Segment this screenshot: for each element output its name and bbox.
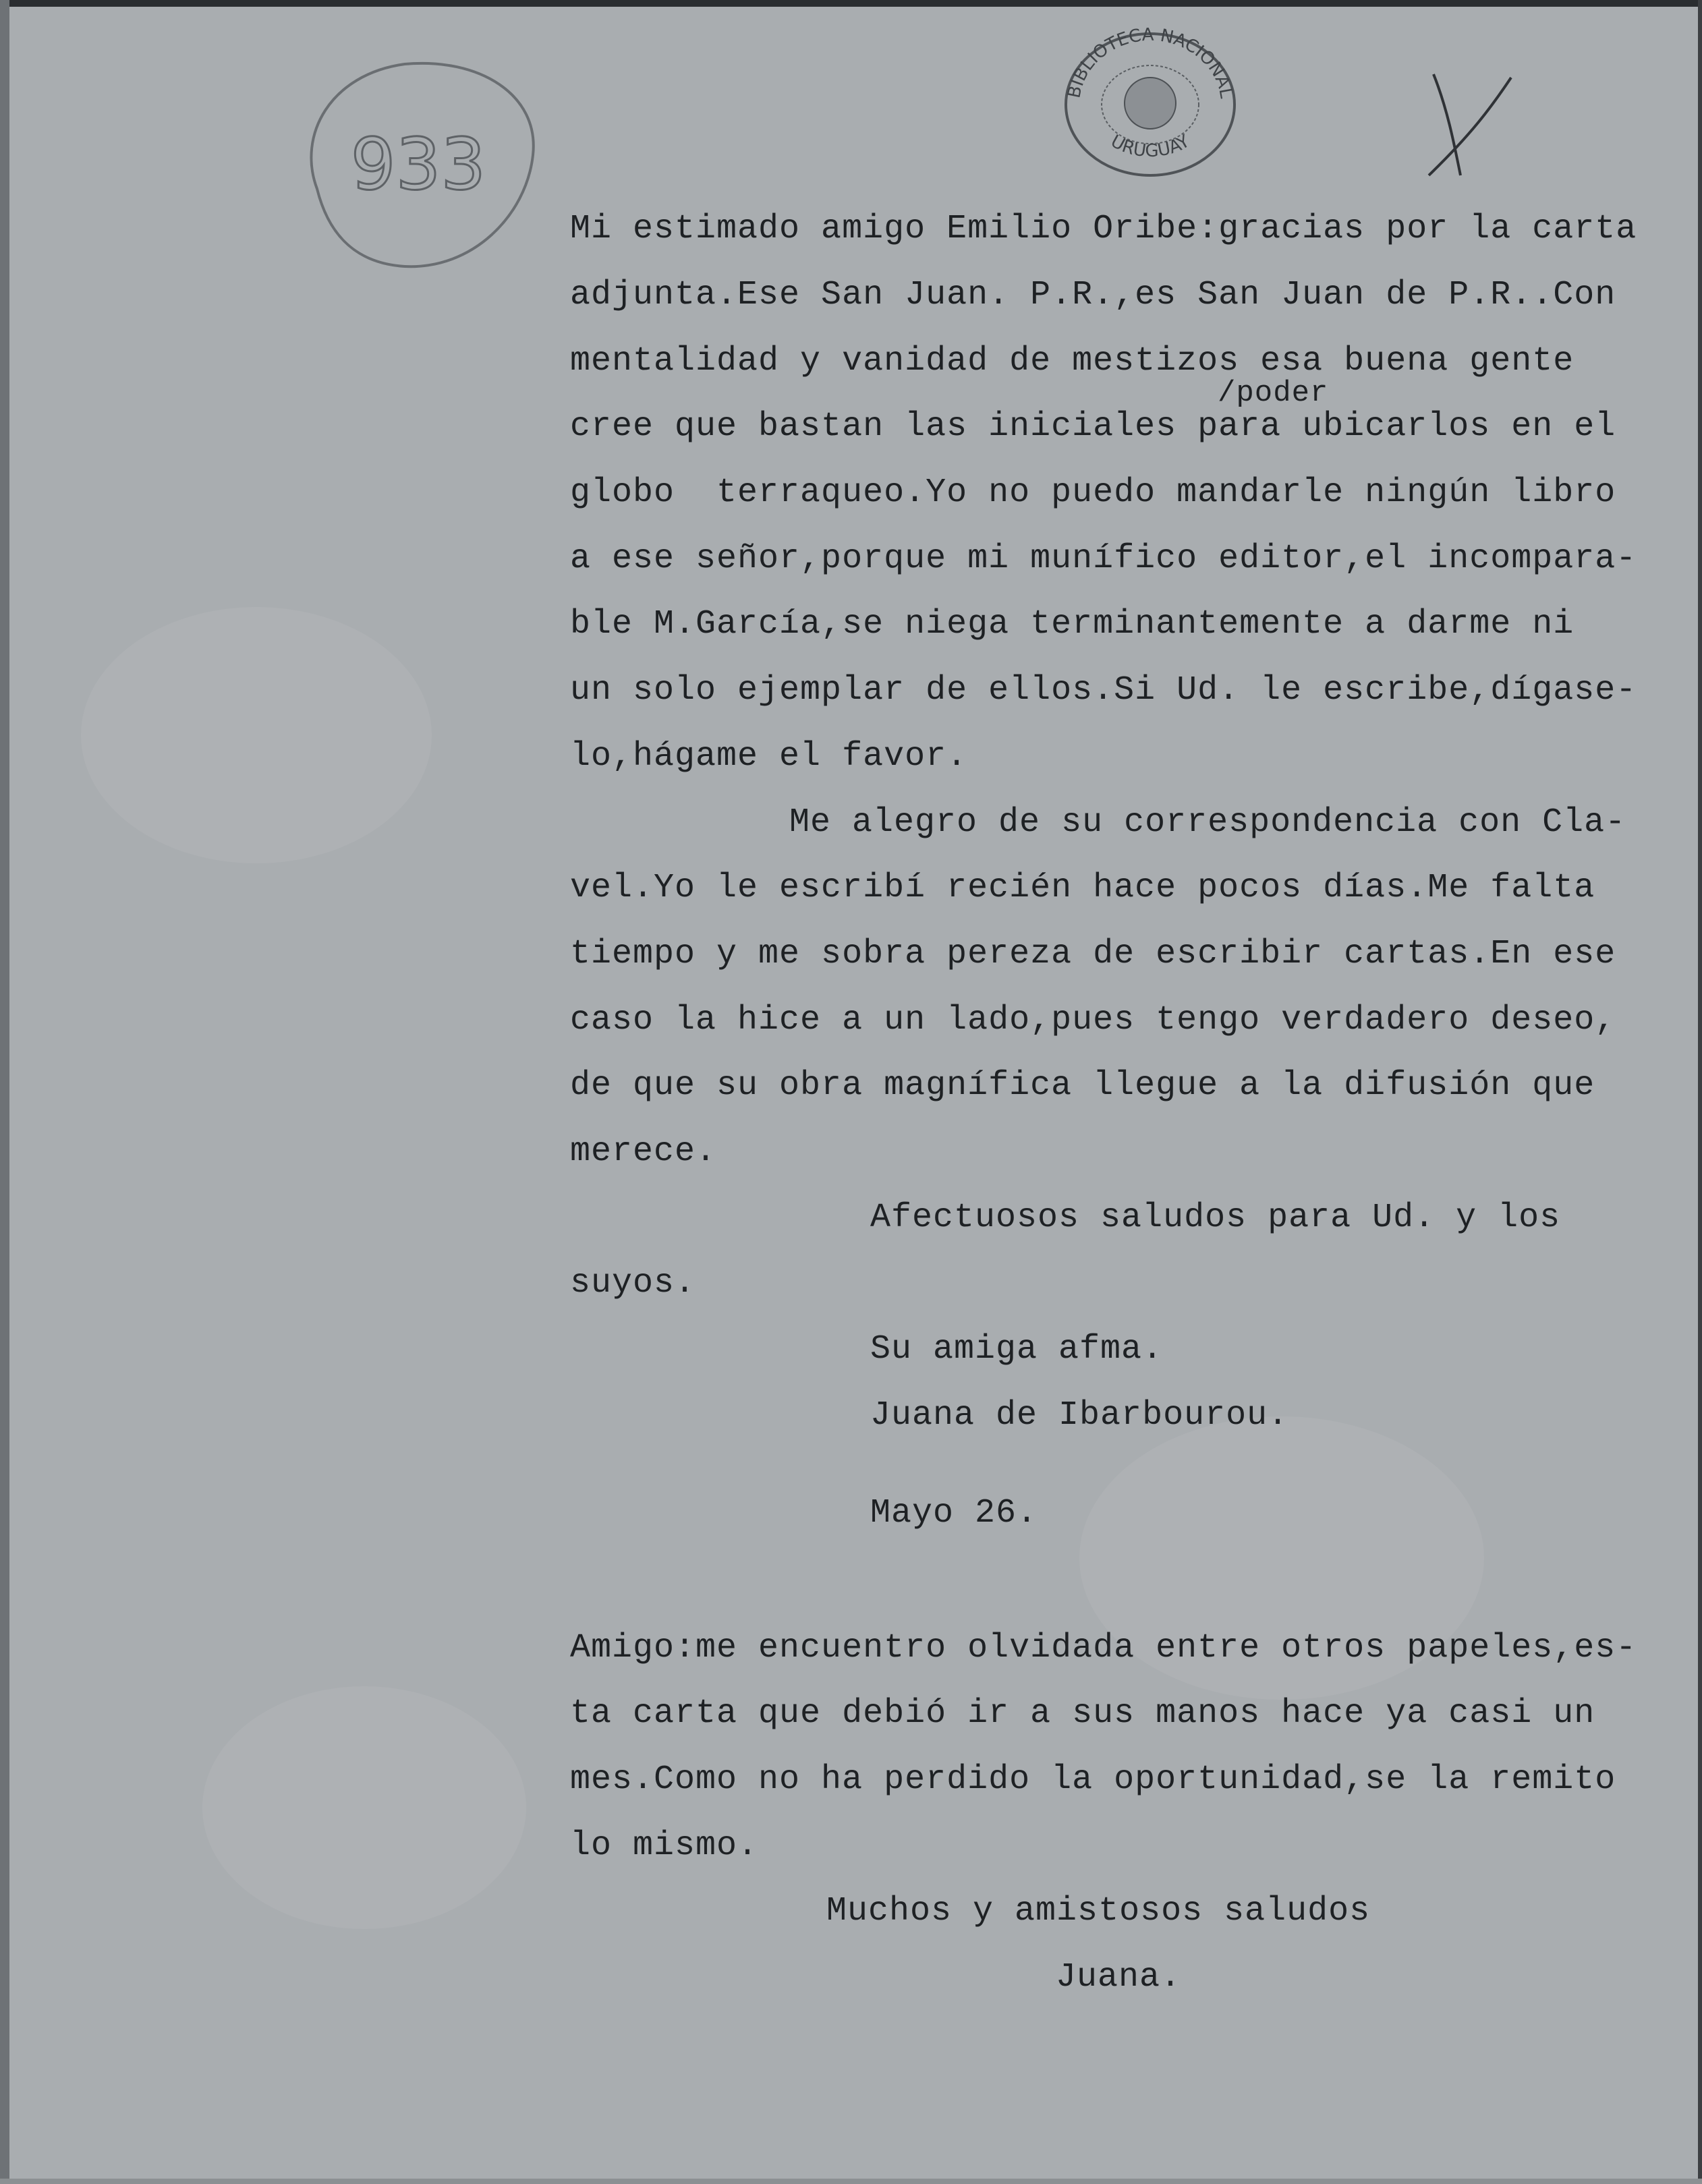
closing-line: suyos. bbox=[570, 1264, 696, 1302]
signature-line: Su amiga afma. bbox=[870, 1330, 1164, 1369]
letter-line: tiempo y me sobra pereza de escribir cartas.En ese bbox=[570, 935, 1616, 973]
stamp-top-text: BIBLIOTECA NACIONAL bbox=[1064, 24, 1237, 100]
pencil-x-mark bbox=[1423, 67, 1518, 182]
paper-texture bbox=[202, 1686, 526, 1929]
sun-emblem-icon bbox=[1125, 78, 1176, 129]
stamp-bottom-text: URUGUAY bbox=[1107, 131, 1193, 162]
letter-line: un solo ejemplar de ellos.Si Ud. le escribe,dígase- bbox=[570, 671, 1637, 710]
letter-line: globo terraqueo.Yo no puedo mandarle ningún libro bbox=[570, 473, 1616, 512]
postscript-line: lo mismo. bbox=[570, 1827, 759, 1865]
closing-line: Afectuosos saludos para Ud. y los bbox=[870, 1199, 1561, 1237]
pencil-number: 933 bbox=[350, 123, 486, 206]
postscript-line: Amigo:me encuentro olvidada entre otros papeles,es- bbox=[570, 1629, 1637, 1667]
scan-edge-top bbox=[0, 0, 1702, 7]
postscript-signature: Juana. bbox=[1056, 1958, 1182, 1996]
library-stamp bbox=[1052, 24, 1248, 179]
letter-line: a ese señor,porque mi munífico editor,el incompara- bbox=[570, 540, 1637, 578]
pencil-circle-annotation bbox=[290, 54, 546, 277]
letter-line: ble M.García,se niega terminantemente a darme ni bbox=[570, 605, 1575, 643]
letter-line: vel.Yo le escribí recién hace pocos días.Me falta bbox=[570, 869, 1595, 907]
letter-line: adjunta.Ese San Juan. P.R.,es San Juan de P.R..Con bbox=[570, 276, 1616, 314]
typed-insertion: /poder bbox=[1218, 376, 1329, 410]
postscript-line: mes.Como no ha perdido la oportunidad,se la remito bbox=[570, 1760, 1616, 1799]
postscript-line: ta carta que debió ir a sus manos hace ya casi un bbox=[570, 1694, 1595, 1733]
letter-line: lo,hágame el favor. bbox=[570, 737, 968, 776]
letter-line: de que su obra magnífica llegue a la difusión que bbox=[570, 1066, 1595, 1105]
scan-edge-left bbox=[0, 0, 9, 2184]
letter-line: caso la hice a un lado,pues tengo verdadero deseo, bbox=[570, 1001, 1616, 1039]
paper-texture bbox=[81, 607, 432, 863]
scan-edge-right bbox=[1698, 0, 1702, 2184]
postscript-closing: Muchos y amistosos saludos bbox=[826, 1892, 1371, 1930]
scan-edge-bottom bbox=[0, 2179, 1702, 2184]
letter-line: mentalidad y vanidad de mestizos esa buena gente bbox=[570, 342, 1575, 380]
letter-line: cree que bastan las iniciales para ubicarlos en el bbox=[570, 407, 1616, 446]
signature-line: Juana de Ibarbourou. bbox=[870, 1396, 1289, 1435]
letter-line: Me alegro de su correspondencia con Cla- bbox=[789, 803, 1626, 842]
letter-line: merece. bbox=[570, 1132, 717, 1171]
letter-line: Mi estimado amigo Emilio Oribe:gracias por la carta bbox=[570, 210, 1637, 248]
letter-date: Mayo 26. bbox=[870, 1494, 1038, 1532]
